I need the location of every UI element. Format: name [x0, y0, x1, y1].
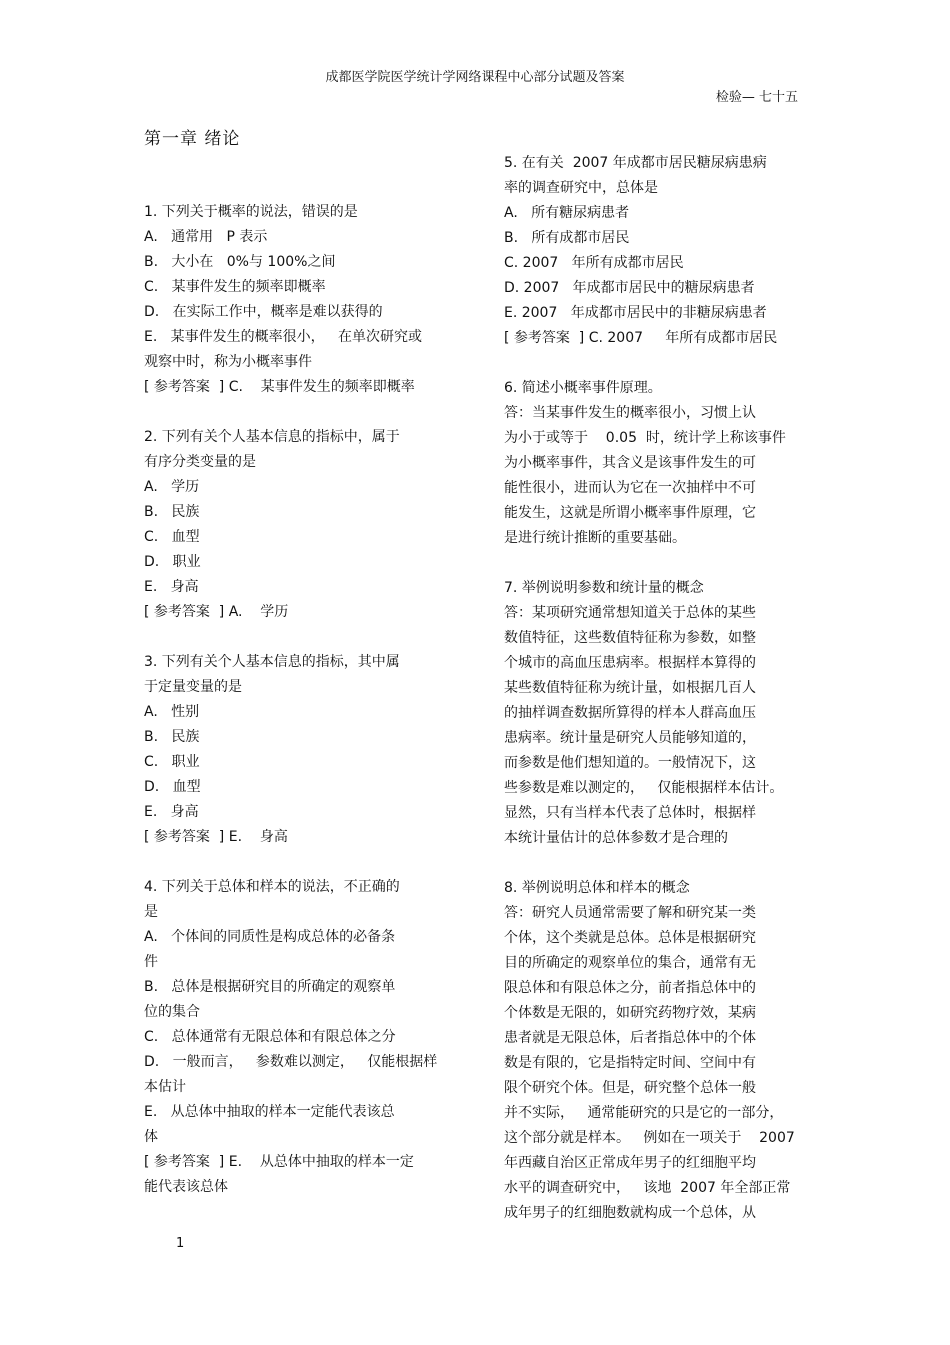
text-line: B. 民族: [144, 729, 200, 745]
text-line: 2. 下列有关个人基本信息的指标中，属于: [144, 429, 400, 445]
text-line: D. 职业: [144, 554, 201, 570]
text-line: 成年男子的红细胞数就构成一个总体，从: [504, 1205, 756, 1221]
text-line: D. 2007 年成都市居民中的糖尿病患者: [504, 280, 755, 296]
left-column: [144, 200, 464, 1200]
text-line: 显然，只有当样本代表了总体时，根据样: [504, 805, 756, 821]
text-line: 患者就是无限总体，后者指总体中的个体: [504, 1030, 756, 1046]
text-line: 6. 简述小概率事件原理。: [504, 380, 662, 396]
text-line: C. 某事件发生的频率即概率: [144, 279, 326, 295]
header-title: 成都医学院医学统计学网络课程中心部分试题及答案: [325, 70, 625, 85]
text-line: E. 2007 年成都市居民中的非糖尿病患者: [504, 305, 767, 321]
text-line: B. 大小在 0%与 100%之间: [144, 254, 336, 270]
text-line: 数值特征，这些数值特征称为参数，如整: [504, 630, 756, 646]
text-line: 1. 下列关于概率的说法，错误的是: [144, 204, 358, 220]
text-line: 5. 在有关 2007 年成都市居民糖尿病患病: [504, 155, 767, 171]
text-line: C. 2007 年所有成都市居民: [504, 255, 684, 271]
text-line: 8. 举例说明总体和样本的概念: [504, 880, 690, 896]
text-line: 率的调查研究中，总体是: [504, 180, 658, 196]
text-line: 有序分类变量的是: [144, 454, 256, 470]
text-line: 些参数是难以测定的， 仅能根据样本估计。: [504, 780, 784, 796]
text-line: 个体，这个类就是总体。总体是根据研究: [504, 930, 756, 946]
text-line: 答：研究人员通常需要了解和研究某一类: [504, 905, 756, 921]
text-line: 限个研究个体。但是，研究整个总体一般: [504, 1080, 756, 1096]
text-line: A. 所有糖尿病患者: [504, 205, 630, 221]
text-line: 本估计: [144, 1079, 186, 1095]
text-line: D. 一般而言， 参数难以测定， 仅能根据样: [144, 1054, 438, 1070]
text-line: 患病率。统计量是研究人员能够知道的，: [504, 730, 756, 746]
text-line: 目的所确定的观察单位的集合，通常有无: [504, 955, 756, 971]
text-line: 体: [144, 1129, 158, 1145]
text-line: 答：当某事件发生的概率很小，习惯上认: [504, 405, 756, 421]
text-line: 3. 下列有关个人基本信息的指标，其中属: [144, 654, 400, 670]
text-line: 位的集合: [144, 1004, 200, 1020]
text-line: 为小概率事件，其含义是该事件发生的可: [504, 455, 756, 471]
text-line: [ 参考答案 ] C. 2007 年所有成都市居民: [504, 330, 778, 346]
text-line: 观察中时，称为小概率事件: [144, 354, 312, 370]
text-line: B. 民族: [144, 504, 200, 520]
text-line: [ 参考答案 ] C. 某事件发生的频率即概率: [144, 379, 415, 395]
text-line: 是进行统计推断的重要基础。: [504, 530, 686, 546]
paragraph-gap: [144, 400, 464, 425]
header-subtitle: 检验— 七十五: [715, 90, 798, 105]
right-column: [504, 151, 824, 1226]
text-line: C. 血型: [144, 529, 200, 545]
paragraph-gap: [504, 551, 824, 576]
text-line: [ 参考答案 ] A. 学历: [144, 604, 289, 620]
paragraph-gap: [504, 351, 824, 376]
text-line: A. 通常用 P 表示: [144, 229, 268, 245]
text-line: B. 所有成都市居民: [504, 230, 630, 246]
text-line: 于定量变量的是: [144, 679, 242, 695]
text-line: 能代表该总体: [144, 1179, 228, 1195]
text-line: 答：某项研究通常想知道关于总体的某些: [504, 605, 756, 621]
text-line: 限总体和有限总体之分，前者指总体中的: [504, 980, 756, 996]
text-line: 某些数值特征称为统计量，如根据几百人: [504, 680, 756, 696]
text-line: 能性很小，进而认为它在一次抽样中不可: [504, 480, 756, 496]
chapter-title: 第一章 绪论: [144, 129, 241, 149]
text-line: A. 学历: [144, 479, 200, 495]
text-line: 这个部分就是样本。 例如在一项关于 2007: [504, 1130, 795, 1146]
text-line: B. 总体是根据研究目的所确定的观察单: [144, 979, 396, 995]
text-line: 是: [144, 904, 158, 920]
text-line: 个城市的高血压患病率。根据样本算得的: [504, 655, 756, 671]
paragraph-gap: [144, 625, 464, 650]
text-line: 而参数是他们想知道的。一般情况下，这: [504, 755, 756, 771]
text-line: 件: [144, 954, 158, 970]
text-line: 的抽样调查数据所算得的样本人群高血压: [504, 705, 756, 721]
text-line: 本统计量估计的总体参数才是合理的: [504, 830, 728, 846]
text-line: A. 性别: [144, 704, 200, 720]
text-line: 水平的调查研究中， 该地 2007 年全部正常: [504, 1180, 791, 1196]
text-line: D. 血型: [144, 779, 201, 795]
text-line: 年西藏自治区正常成年男子的红细胞平均: [504, 1155, 756, 1171]
text-line: D. 在实际工作中，概率是难以获得的: [144, 304, 383, 320]
text-line: E. 身高: [144, 579, 199, 595]
text-line: A. 个体间的同质性是构成总体的必备条: [144, 929, 396, 945]
text-line: 为小于或等于 0.05 时，统计学上称该事件: [504, 430, 786, 446]
text-line: E. 从总体中抽取的样本一定能代表该总: [144, 1104, 395, 1120]
text-line: E. 身高: [144, 804, 199, 820]
page-number: 1: [176, 1236, 185, 1251]
text-line: 能发生，这就是所谓小概率事件原理，它: [504, 505, 756, 521]
text-line: 7. 举例说明参数和统计量的概念: [504, 580, 704, 596]
text-line: 4. 下列关于总体和样本的说法，不正确的: [144, 879, 400, 895]
text-line: 并不实际， 通常能研究的只是它的一部分，: [504, 1105, 784, 1121]
paragraph-gap: [144, 850, 464, 875]
text-line: [ 参考答案 ] E. 从总体中抽取的样本一定: [144, 1154, 414, 1170]
text-line: 数是有限的，它是指特定时间、空间中有: [504, 1055, 756, 1071]
text-line: 个体数是无限的，如研究药物疗效，某病: [504, 1005, 756, 1021]
text-line: C. 总体通常有无限总体和有限总体之分: [144, 1029, 396, 1045]
text-line: E. 某事件发生的概率很小， 在单次研究或: [144, 329, 422, 345]
text-line: [ 参考答案 ] E. 身高: [144, 829, 288, 845]
text-line: C. 职业: [144, 754, 200, 770]
paragraph-gap: [504, 851, 824, 876]
